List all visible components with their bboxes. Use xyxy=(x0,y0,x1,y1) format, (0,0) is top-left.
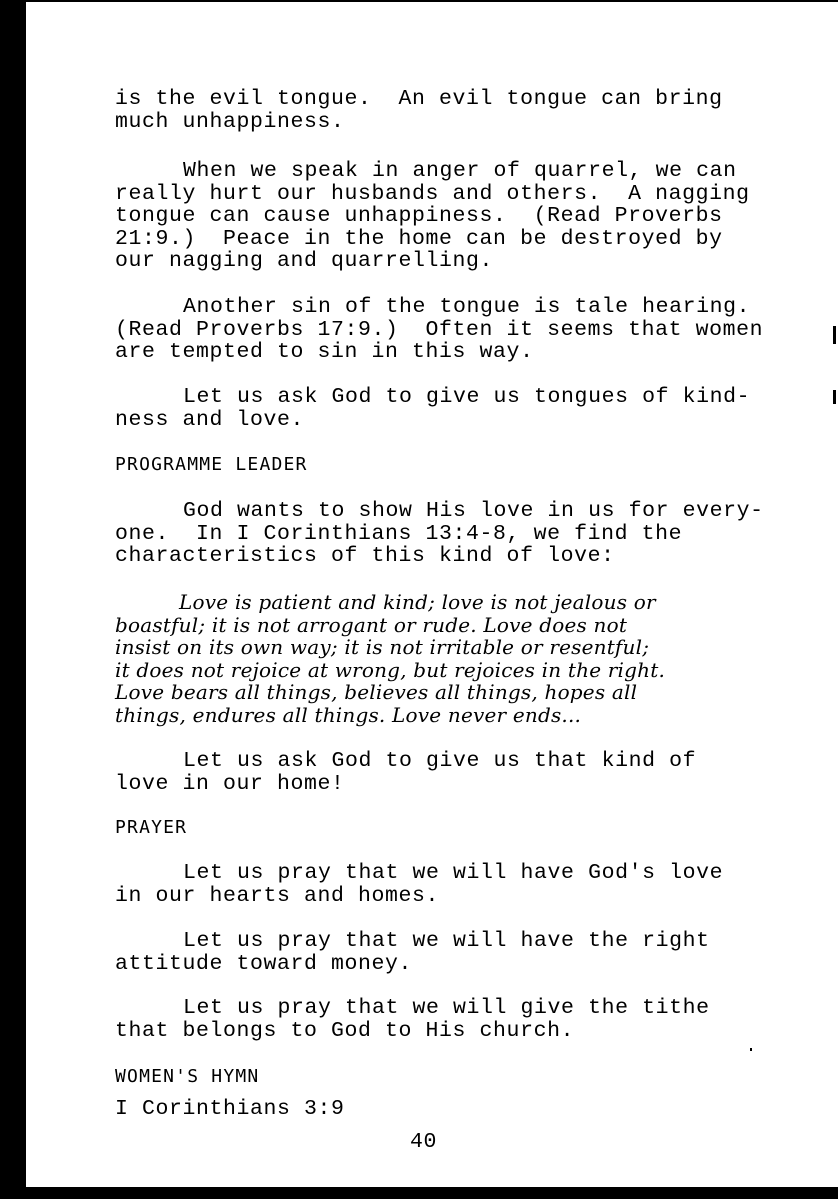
paragraph-evil-tongue: is the evil tongue. An evil tongue can bring much unhappiness. xyxy=(115,87,723,134)
quote-line: Love bears all things, believes all things, hopes all xyxy=(115,680,638,704)
scan-speck xyxy=(833,390,836,404)
scan-border-bottom xyxy=(0,1187,838,1199)
quote-line: it does not rejoice at wrong, but rejoices in the right. xyxy=(115,657,666,682)
quote-line: Love is patient and kind; love is not jealous or xyxy=(179,590,656,614)
page-number: 40 xyxy=(410,1130,438,1154)
hymn-reference: I Corinthians 3:9 xyxy=(115,1097,345,1121)
prayer-item: Let us pray that we will give the tithe that belongs to God to His church. xyxy=(115,996,710,1043)
paragraph-love-in-home: Let us ask God to give us that kind of love in our home! xyxy=(115,749,697,796)
quote-line: insist on its own way; it is not irritable or resentful; xyxy=(115,635,650,659)
scan-speck xyxy=(833,326,836,344)
scripture-quote xyxy=(115,591,795,726)
heading-prayer: PRAYER xyxy=(115,817,188,838)
scan-border-top xyxy=(26,0,838,2)
prayer-item: Let us pray that we will have the right attitude toward money. xyxy=(115,929,710,976)
paragraph-gods-love: God wants to show His love in us for every- one. In I Corinthians 13:4-8, we find the characteristics of this kind of love: xyxy=(115,499,764,568)
heading-womens-hymn: WOMEN'S HYMN xyxy=(115,1066,260,1087)
heading-programme-leader: PROGRAMME LEADER xyxy=(115,454,308,475)
quote-line: things, endures all things. Love never ends... xyxy=(115,702,582,727)
prayer-item: Let us pray that we will have God's love in our hearts and homes. xyxy=(115,861,724,908)
scan-speck xyxy=(750,1048,752,1051)
scan-border-left xyxy=(0,0,26,1199)
paragraph-tale-hearing: Another sin of the tongue is tale hearing. (Read Proverbs 17:9.) Often it seems that women are tempted to sin in this way. xyxy=(115,295,764,364)
quote-line: boastful; it is not arrogant or rude. Love does not xyxy=(115,612,628,637)
paragraph-tongues-of-kindness: Let us ask God to give us tongues of kind- ness and love. xyxy=(115,385,751,432)
paragraph-anger-quarrel: When we speak in anger of quarrel, we can really hurt our husbands and others. A nagging tongue can cause unhappiness. (Read Proverbs 21:9.) Peace in the home can be destroyed by our nagging and quarrelling. xyxy=(115,159,750,273)
